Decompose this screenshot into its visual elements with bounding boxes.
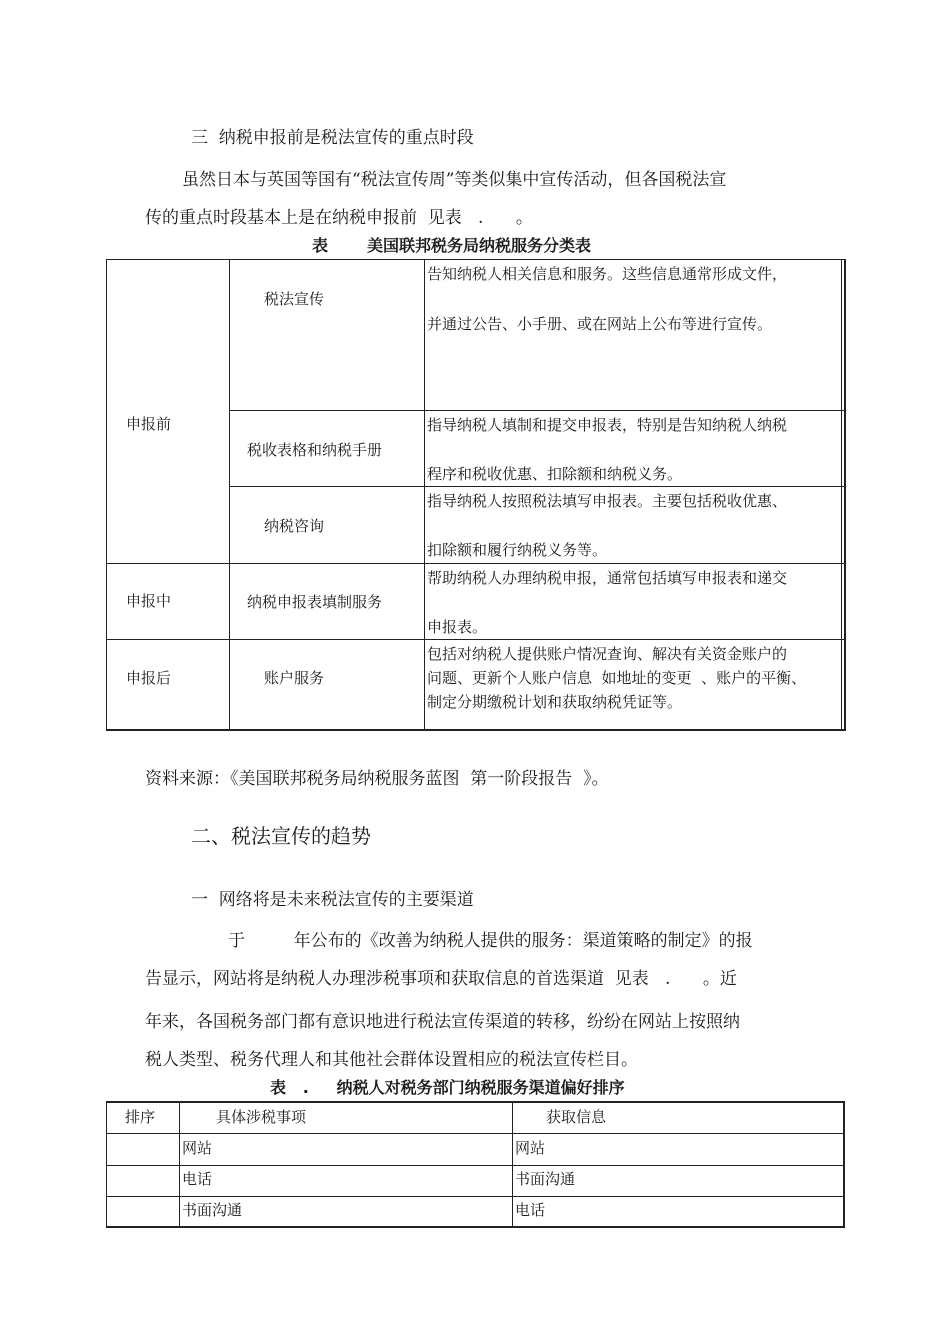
stage-label: 申报中 <box>126 592 172 610</box>
table-cell: 网站 <box>515 1139 546 1157</box>
table-cell: 书面沟通 <box>182 1201 243 1219</box>
table-caption: 表 . 纳税人对税务部门纳税服务渠道偏好排序 <box>270 1078 625 1097</box>
service-description: 并通过公告、小手册、或在网站上公布等进行宣传。 <box>427 315 773 333</box>
service-description: 问题、更新个人账户信息 如地址的变更 、账户的平衡、 <box>427 669 807 687</box>
service-name: 账户服务 <box>264 669 325 687</box>
stage-label: 申报后 <box>126 669 172 687</box>
paragraph-line: 税人类型、税务代理人和其他社会群体设置相应的税法宣传栏目。 <box>145 1050 638 1070</box>
paragraph-line: 传的重点时段基本上是在纳税申报前 见表 . 。 <box>145 208 533 228</box>
service-description: 扣除额和履行纳税义务等。 <box>427 541 608 559</box>
column-header: 排序 <box>125 1108 156 1126</box>
service-description: 申报表。 <box>427 618 488 636</box>
table-cell: 网站 <box>182 1139 213 1157</box>
stage-label: 申报前 <box>126 415 172 433</box>
section-heading: 三 纳税申报前是税法宣传的重点时段 <box>191 128 474 148</box>
section-heading: 二、税法宣传的趋势 <box>191 824 371 848</box>
sub-heading: 一 网络将是未来税法宣传的主要渠道 <box>191 890 474 910</box>
service-name: 纳税申报表填制服务 <box>247 593 383 611</box>
paragraph-line: 年来，各国税务部门都有意识地进行税法宣传渠道的转移，纷纷在网站上按照纳 <box>145 1012 740 1032</box>
service-name: 税收表格和纳税手册 <box>247 441 383 459</box>
table-cell: 电话 <box>515 1201 546 1219</box>
service-name: 纳税咨询 <box>264 517 325 535</box>
service-classification-table <box>106 259 846 730</box>
service-description: 包括对纳税人提供账户情况查询、解决有关资金账户的 <box>427 645 788 663</box>
table-cell: 书面沟通 <box>515 1170 576 1188</box>
service-description: 告知纳税人相关信息和服务。这些信息通常形成文件， <box>427 265 788 283</box>
table-cell: 电话 <box>182 1170 213 1188</box>
service-description: 程序和税收优惠、扣除额和纳税义务。 <box>427 465 683 483</box>
service-description: 指导纳税人按照税法填写申报表。主要包括税收优惠、 <box>427 492 788 510</box>
table-caption: 表 美国联邦税务局纳税服务分类表 <box>312 236 591 255</box>
column-header: 具体涉税事项 <box>216 1108 307 1126</box>
channel-preference-table <box>106 1101 845 1227</box>
service-description: 制定分期缴税计划和获取纳税凭证等。 <box>427 693 683 711</box>
service-description: 指导纳税人填制和提交申报表，特别是告知纳税人纳税 <box>427 416 788 434</box>
service-description: 帮助纳税人办理纳税申报，通常包括填写申报表和递交 <box>427 569 788 587</box>
source-note: 资料来源：《美国联邦税务局纳税服务蓝图 第一阶段报告 》。 <box>145 769 609 789</box>
paragraph-line: 虽然日本与英国等国有“税法宣传周”等类似集中宣传活动，但各国税法宣 <box>182 170 727 190</box>
paragraph-line: 告显示，网站将是纳税人办理涉税事项和获取信息的首选渠道 见表 . 。近 <box>145 969 737 989</box>
paragraph-line: 于 年公布的《改善为纳税人提供的服务：渠道策略的制定》的报 <box>228 931 753 951</box>
column-header: 获取信息 <box>546 1108 607 1126</box>
service-name: 税法宣传 <box>264 290 325 308</box>
